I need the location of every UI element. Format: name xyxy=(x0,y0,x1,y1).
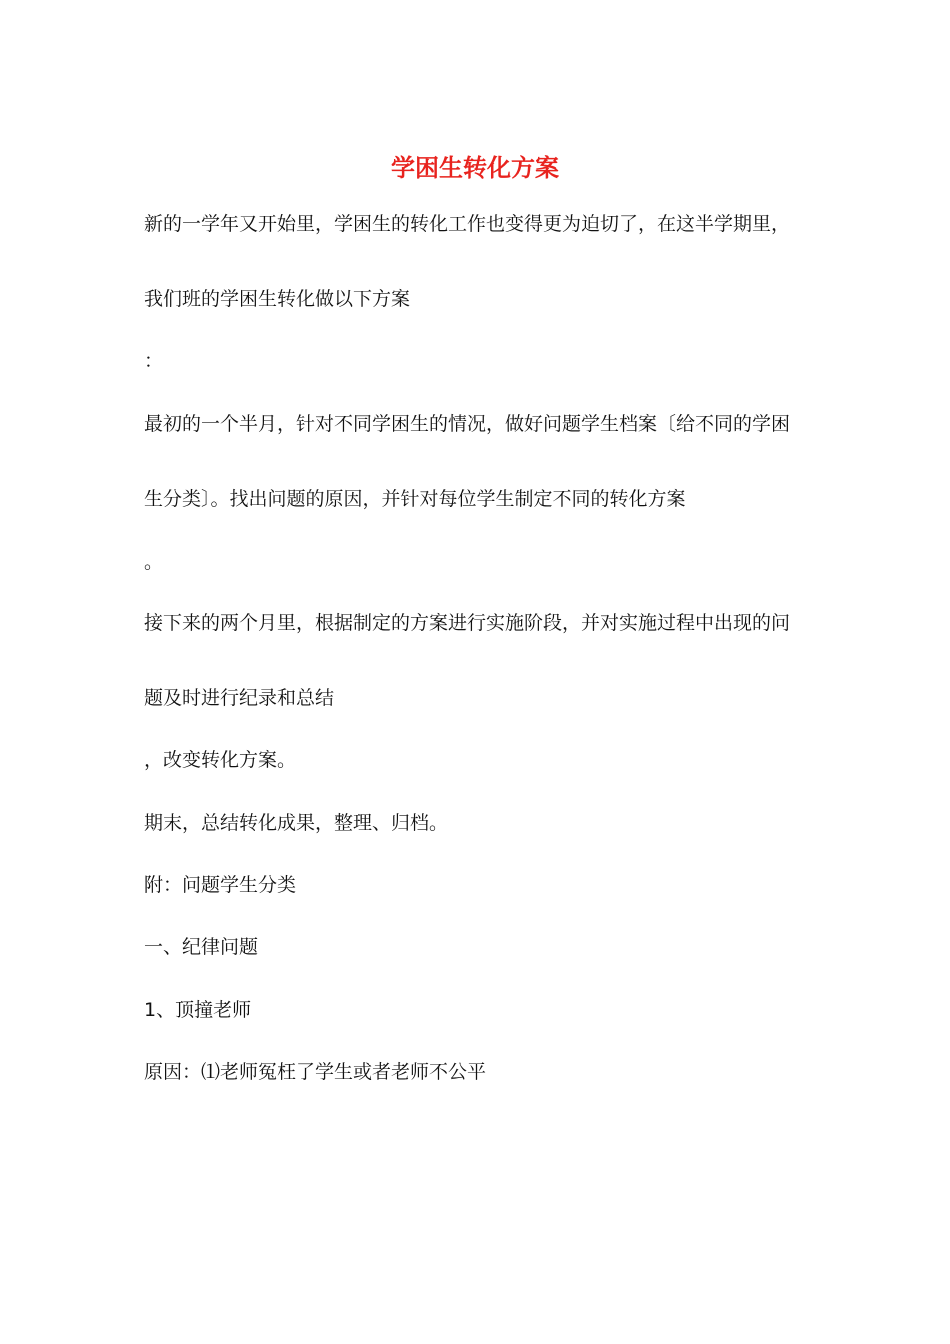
paragraph-line-4: 最初的一个半月，针对不同学困生的情况，做好问题学生档案〔给不同的学困 xyxy=(144,413,791,435)
paragraph-line-5: 生分类〕。找出问题的原因，并针对每位学生制定不同的转化方案 xyxy=(144,488,686,510)
paragraph-line-7: 接下来的两个月里，根据制定的方案进行实施阶段，并对实施过程中出现的问 xyxy=(144,612,791,634)
paragraph-line-9: ，改变转化方案。 xyxy=(144,749,297,771)
reason-line: 原因：⑴老师冤枉了学生或者老师不公平 xyxy=(144,1061,487,1083)
paragraph-line-8: 题及时进行纪录和总结 xyxy=(144,687,335,709)
document-title: 学困生转化方案 xyxy=(391,153,559,182)
paragraph-line-2: 我们班的学困生转化做以下方案 xyxy=(144,288,411,310)
paragraph-line-1: 新的一学年又开始里，学困生的转化工作也变得更为迫切了，在这半学期里， xyxy=(144,213,791,235)
paragraph-line-10: 期末，总结转化成果，整理、归档。 xyxy=(144,812,449,834)
paragraph-line-3: ： xyxy=(144,350,164,372)
appendix-heading: 附：问题学生分类 xyxy=(144,874,297,896)
paragraph-line-6: 。 xyxy=(144,551,164,573)
subsection-heading: 1、顶撞老师 xyxy=(144,999,252,1021)
section-heading-discipline: 一、纪律问题 xyxy=(144,936,259,958)
